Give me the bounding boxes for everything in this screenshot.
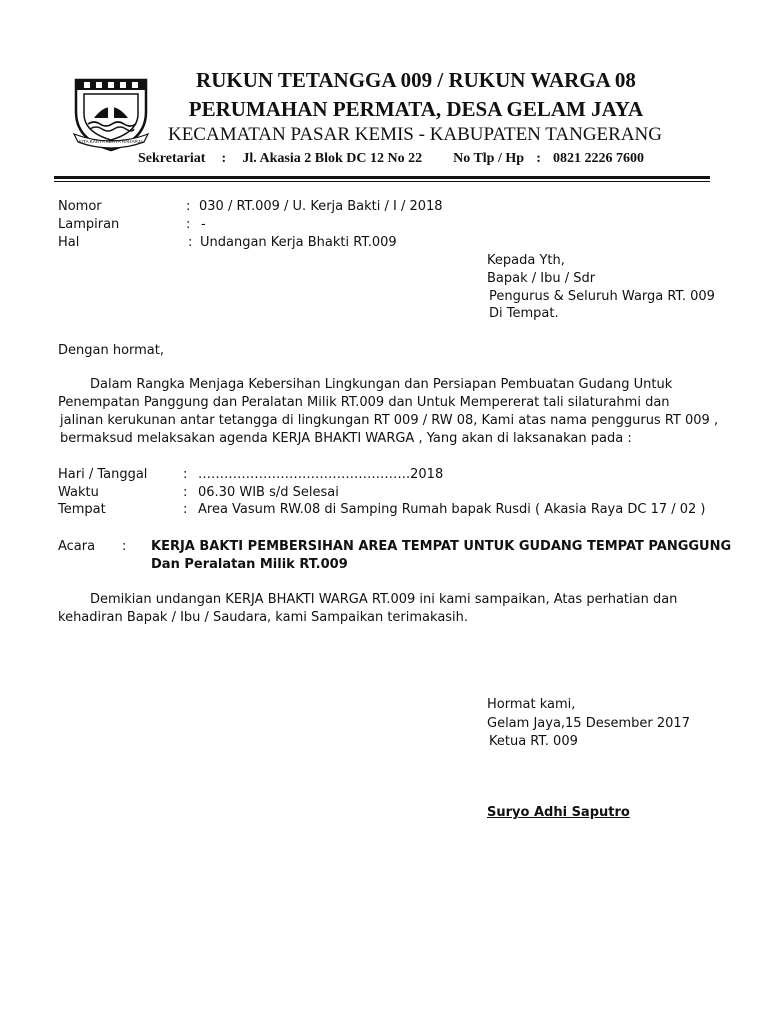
phone-number: 0821 2226 7600 — [553, 151, 645, 166]
paragraph-line: Penempatan Panggung dan Peralatan Milik RT.009 dan Untuk Mempererat tali silaturahmi dan — [58, 395, 670, 410]
place-date: Gelam Jaya,15 Desember 2017 — [487, 716, 690, 731]
seal-motto: KITA KARYA KERTA RAHARJA — [78, 139, 144, 144]
tempat-label: Tempat — [58, 502, 106, 517]
colon: : — [186, 199, 191, 214]
header-divider — [54, 176, 710, 179]
hari-label: Hari / Tanggal — [58, 467, 148, 482]
waktu-label: Waktu — [58, 485, 99, 500]
nomor-label: Nomor — [58, 199, 102, 214]
colon: : — [122, 539, 127, 554]
sekretariat-label: Sekretariat — [138, 151, 206, 166]
closing-line: kehadiran Bapak / Ibu / Saudara, kami Sampaikan terimakasih. — [58, 610, 469, 625]
greeting: Dengan hormat, — [58, 343, 165, 358]
acara-subtitle: Dan Peralatan Milik RT.009 — [151, 557, 348, 572]
signer-name: Suryo Adhi Saputro — [487, 805, 630, 820]
hal-value: Undangan Kerja Bhakti RT.009 — [200, 235, 397, 250]
colon: : — [186, 217, 191, 232]
signoff: Hormat kami, — [487, 697, 576, 712]
recipient-line: Pengurus & Seluruh Warga RT. 009 — [489, 289, 715, 304]
colon: : — [183, 502, 188, 517]
recipient-line: Kepada Yth, — [487, 253, 565, 268]
hari-value: ………………………………………….2018 — [198, 467, 444, 482]
waktu-value: 06.30 WIB s/d Selesai — [198, 485, 339, 500]
colon: : — [183, 467, 188, 482]
colon: : — [183, 485, 188, 500]
phone-label: No Tlp / Hp — [453, 151, 525, 166]
paragraph-line: jalinan kerukunan antar tetangga di lingkungan RT 009 / RW 08, Kami atas nama penggurus RT 009 , — [60, 413, 719, 428]
hal-label: Hal — [58, 235, 80, 250]
colon: : — [221, 151, 227, 166]
tempat-value: Area Vasum RW.08 di Samping Rumah bapak Rusdi ( Akasia Raya DC 17 / 02 ) — [198, 502, 706, 517]
signer-title: Ketua RT. 009 — [489, 734, 578, 749]
lampiran-value: - — [201, 217, 206, 232]
colon: : — [188, 235, 193, 250]
acara-title: KERJA BAKTI PEMBERSIHAN AREA TEMPAT UNTUK GUDANG TEMPAT PANGGUNG — [151, 539, 732, 554]
org-region-line: KECAMATAN PASAR KEMIS - KABUPATEN TANGERANG — [167, 124, 662, 145]
paragraph-line: bermaksud melaksakan agenda KERJA BHAKTI WARGA , Yang akan di laksanakan pada : — [60, 431, 632, 446]
acara-label: Acara — [58, 539, 96, 554]
header-divider-thin — [54, 181, 710, 182]
paragraph-line: Dalam Rangka Menjaga Kebersihan Lingkungan dan Persiapan Pembuatan Gudang Untuk — [90, 377, 673, 392]
org-address-line: PERUMAHAN PERMATA, DESA GELAM JAYA — [188, 97, 644, 121]
nomor-value: 030 / RT.009 / U. Kerja Bakti / I / 2018 — [199, 199, 443, 214]
org-name-line: RUKUN TETANGGA 009 / RUKUN WARGA 08 — [196, 68, 636, 92]
colon: : — [536, 151, 541, 166]
closing-line: Demikian undangan KERJA BHAKTI WARGA RT.009 ini kami sampaikan, Atas perhatian dan — [90, 592, 678, 607]
recipient-line: Bapak / Ibu / Sdr — [487, 271, 596, 286]
sekretariat-address: Jl. Akasia 2 Blok DC 12 No 22 — [242, 151, 423, 166]
lampiran-label: Lampiran — [58, 217, 120, 232]
recipient-line: Di Tempat. — [489, 306, 559, 321]
contact-line — [138, 151, 644, 167]
seal-logo-icon — [70, 74, 152, 154]
